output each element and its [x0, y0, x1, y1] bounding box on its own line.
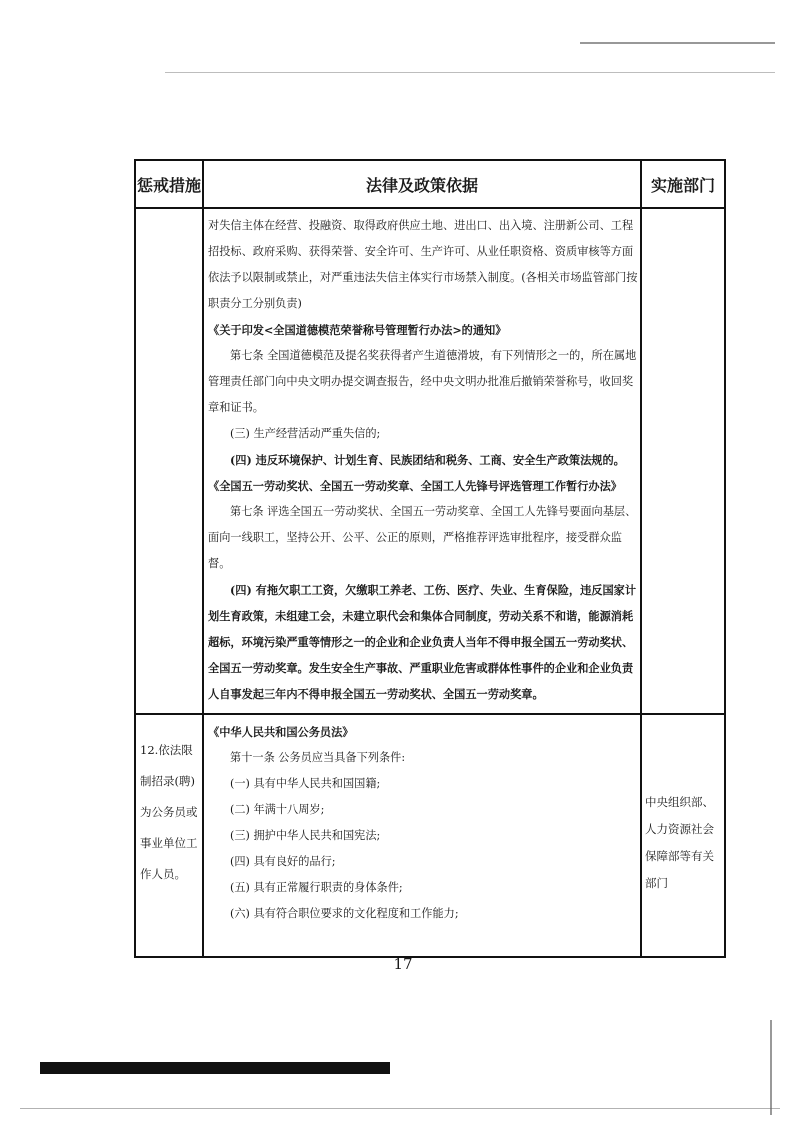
basis-cell [203, 714, 641, 957]
header-dept: 实施部门 [641, 160, 725, 208]
measure-cell [135, 208, 203, 714]
scan-artifact-edge [770, 1020, 772, 1115]
law-title: 《关于印发<全国道德模范荣誉称号管理暂行办法>的通知》 [208, 323, 507, 337]
scan-artifact-bottom [20, 1108, 780, 1109]
article-item: (一) 具有中华人民共和国国籍; [230, 777, 381, 790]
article-item: (五) 具有正常履行职责的身体条件; [230, 881, 403, 894]
header-basis: 法律及政策依据 [203, 160, 641, 208]
article-item: (二) 年满十八周岁; [230, 803, 325, 816]
dept-cell: 中央组织部、人力资源社会保障部等有关部门 [641, 714, 725, 957]
credit-penalty-table [134, 159, 726, 958]
basis-paragraph: 对失信主体在经营、投融资、取得政府供应土地、进出口、出入境、注册新公司、工程招投标、政府采购、获得荣誉、安全许可、生产许可、从业任职资格、资质审核等方面依法予以限制或禁止，对严重违法失信主体实行市场禁入制度。(各相关市场监管部门按职责分工分别负责) [208, 219, 638, 310]
scan-artifact-bar [40, 1062, 390, 1074]
article-text: 第七条 评选全国五一劳动奖状、全国五一劳动奖章、全国工人先锋号要面向基层、面向一线职工，坚持公开、公平、公正的原则，严格推荐评选审批程序，接受群众监督。 [208, 505, 637, 570]
table-header-row [135, 160, 725, 208]
dept-cell [641, 208, 725, 714]
table-row [135, 208, 725, 714]
scan-artifact-line [165, 72, 775, 73]
scan-artifact-top [580, 42, 775, 44]
header-measure: 惩戒措施 [135, 160, 203, 208]
law-title: 《全国五一劳动奖状、全国五一劳动奖章、全国工人先锋号评选管理工作暂行办法》 [208, 479, 622, 493]
article-item: (六) 具有符合职位要求的文化程度和工作能力; [230, 907, 459, 920]
law-title: 《中华人民共和国公务员法》 [208, 725, 354, 739]
page-number: 17 [393, 955, 413, 973]
basis-cell [203, 208, 641, 714]
article-item: (四) 具有良好的品行; [230, 855, 336, 868]
article-item: (三) 生产经营活动严重失信的; [230, 427, 381, 440]
measure-cell: 12.依法限制招录(聘)为公务员或事业单位工作人员。 [135, 714, 203, 957]
table-row [135, 714, 725, 957]
article-item: (四) 有拖欠职工工资，欠缴职工养老、工伤、医疗、失业、生育保险，违反国家计划生育政策，未组建工会，未建立职代会和集体合同制度，劳动关系不和谐，能源消耗超标，环境污染严重等情形之一的企业和企业负责人当年不得申报全国五一劳动奖状、全国五一劳动奖章。发生安全生产事故、严重职业危害或群体性事件的企业和企业负责人自事发起三年内不得申报全国五一劳动奖状、全国五一劳动奖章。 [208, 583, 637, 701]
article-text: 第十一条 公务员应当具备下列条件: [230, 751, 406, 764]
article-item: (四) 违反环境保护、计划生育、民族团结和税务、工商、安全生产政策法规的。 [230, 453, 625, 467]
article-item: (三) 拥护中华人民共和国宪法; [230, 829, 381, 842]
article-text: 第七条 全国道德模范及提名奖获得者产生道德滑坡，有下列情形之一的，所在属地管理责任部门向中央文明办提交调查报告，经中央文明办批准后撤销荣誉称号，收回奖章和证书。 [208, 349, 637, 414]
